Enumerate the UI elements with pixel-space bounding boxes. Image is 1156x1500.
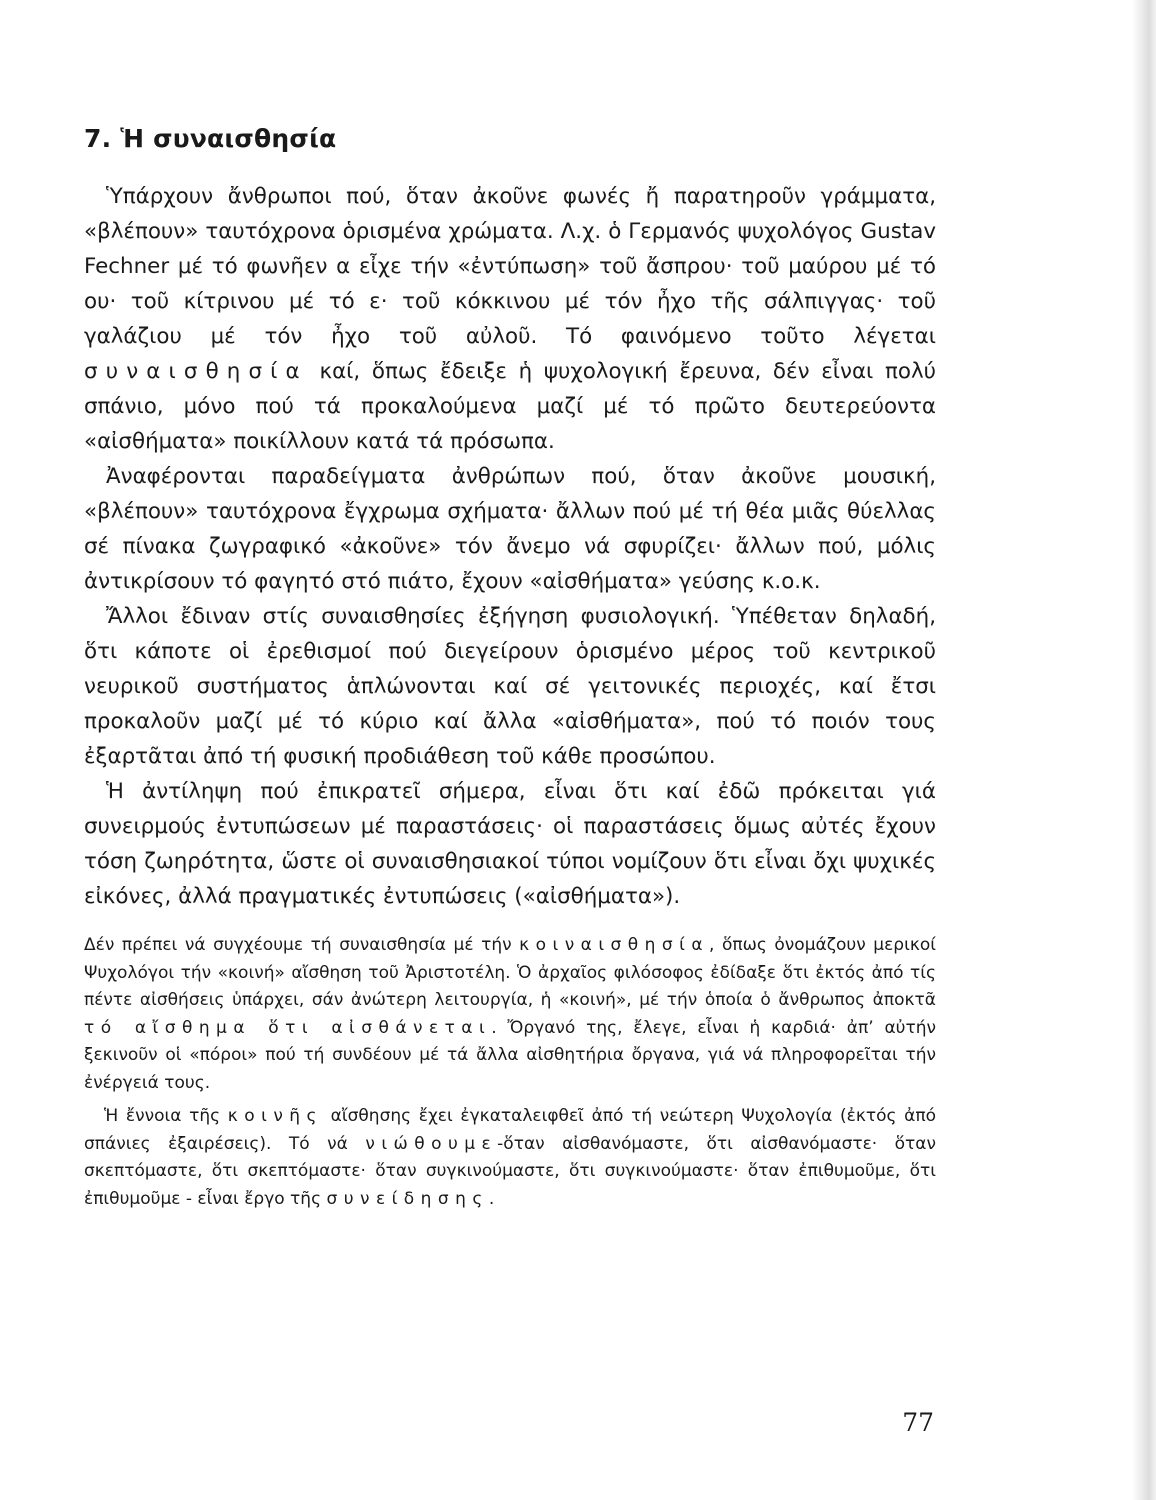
note-text	[84, 932, 936, 1213]
paragraph-4: Ἡ ἀντίληψη πού ἐπικρατεῖ σήμερα, εἶναι ὅτι καί ἐδῶ πρόκειται γιά συνειρμούς ἐντυπώσεων μέ παραστάσεις· οἱ παραστάσεις ὅμως αὐτές ἔχουν τόση ζωηρότητα, ὥστε οἱ συναισθησιακοί τύποι νομίζουν ὅτι εἶναι ὄχι ψυχικές εἰκόνες, ἀλλά πραγματικές ἐντυπώσεις («αἰσθήματα»).	[84, 779, 936, 909]
spaced-term: συνείδησης	[326, 1188, 489, 1209]
paragraph-2: Ἀναφέρονται παραδείγματα ἀνθρώπων πού, ὅταν ἀκοῦνε μουσική, «βλέπουν» ταυτόχρονα ἔγχρωμα σχήματα· ἄλλων πού μέ τή θέα μιᾶς θύελλας σέ πίνακα ζωγραφικό «ἀκοῦνε» τόν ἄνεμο νά σφυρίζει· ἄλλων πού, μόλις ἀντικρίσουν τό φαγητό στό πιάτο, ἔχουν «αἰσθήματα» γεύσης κ.ο.κ.	[84, 464, 936, 594]
page-number: 77	[902, 1408, 934, 1437]
paragraph-1: Ὑπάρχουν ἄνθρωποι πού, ὅταν ἀκοῦνε φωνές ἤ παρατηροῦν γράμματα, «βλέπουν» ταυτόχρονα ὁρισμένα χρώματα. Λ.χ. ὁ Γερμανός ψυχολόγος Gustav Fechner μέ τό φωνῆεν α εἶχε τήν «ἐντύπωση» τοῦ ἄσπρου· τοῦ μαύρου μέ τό ου· τοῦ κίτρινου μέ τό ε· τοῦ κόκκινου μέ τόν ἦχο τῆς σάλπιγγας· τοῦ γαλάζιου μέ τόν ἦχο τοῦ αὐλοῦ. Τό φαινόμενο τοῦτο λέγεται συναισθησία καί, ὅπως ἔδειξε ἡ ψυχολογική ἔρευνα, δέν εἶναι πολύ σπάνιο, μόνο πού τά προκαλούμενα μαζί μέ τό πρῶτο δευτερεύοντα «αἰσθήματα» ποικίλλουν κατά τά πρόσωπα.	[84, 184, 936, 454]
spaced-term: κοινῆς	[227, 1106, 323, 1126]
page-edge-shadow	[1132, 0, 1156, 1500]
spaced-term: νιώθουμε	[365, 1133, 498, 1154]
page-content	[84, 124, 936, 1213]
spaced-term: συναισθησία	[84, 359, 308, 384]
spaced-term: κοιναισθησία	[519, 935, 710, 955]
main-text	[84, 179, 936, 914]
note-paragraph-2: Ἡ ἔννοια τῆς κοινῆς αἴσθησης ἔχει ἐγκαταλειφθεῖ ἀπό τή νεώτερη Ψυχολογία (ἐκτός ἀπό σπάνιες ἐξαιρέσεις). Τό νά νιώθουμε-ὅταν αἰσθανόμαστε, ὅτι αἰσθανόμαστε· ὅταν σκεπτόμαστε, ὅτι σκεπτόμαστε· ὅταν συγκινούμαστε, ὅτι συγκινούμαστε· ὅταν ἐπιθυμοῦμε, ὅτι ἐπιθυμοῦμε - εἶναι ἔργο τῆς συνείδησης.	[84, 1106, 936, 1209]
note-paragraph-1: Δέν πρέπει νά συγχέουμε τή συναισθησία μέ τήν κοιναισθησία, ὅπως ὀνομάζουν μερικοί Ψυχολόγοι τήν «κοινή» αἴσθηση τοῦ Ἀριστοτέλη. Ὁ ἀρχαῖος φιλόσοφος ἐδίδαξε ὅτι ἐκτός ἀπό τίς πέντε αἰσθήσεις ὑπάρχει, σάν ἀνώτερη λειτουργία, ἡ «κοινή», μέ τήν ὁποία ὁ ἄνθρωπος ἀποκτᾶ τό αἴσθημα ὅτι αἰσθάνεται. Ὄργανό της, ἔλεγε, εἶναι ἡ καρδιά· ἀπ’ αὐτήν ξεκινοῦν οἱ «πόροι» πού τή συνδέουν μέ τά ἄλλα αἰσθητήρια ὄργανα, γιά νά πληροφορεῖται τήν ἐνέργειά τους.	[84, 935, 936, 1093]
spaced-term: τό αἴσθημα ὅτι αἰσθάνεται	[84, 1017, 492, 1038]
section-heading: 7. Ἡ συναισθησία	[84, 124, 337, 153]
paragraph-3: Ἄλλοι ἔδιναν στίς συναισθησίες ἐξήγηση φυσιολογική. Ὑπέθεταν δηλαδή, ὅτι κάποτε οἱ ἐρεθισμοί πού διεγείρουν ὁρισμένο μέρος τοῦ κεντρικοῦ νευρικοῦ συστήματος ἁπλώνονται καί σέ γειτονικές περιοχές, καί ἔτσι προκαλοῦν μαζί μέ τό κύριο καί ἄλλα «αἰσθήματα», πού τό ποιόν τους ἐξαρτᾶται ἀπό τή φυσική προδιάθεση τοῦ κάθε προσώπου.	[84, 604, 936, 769]
